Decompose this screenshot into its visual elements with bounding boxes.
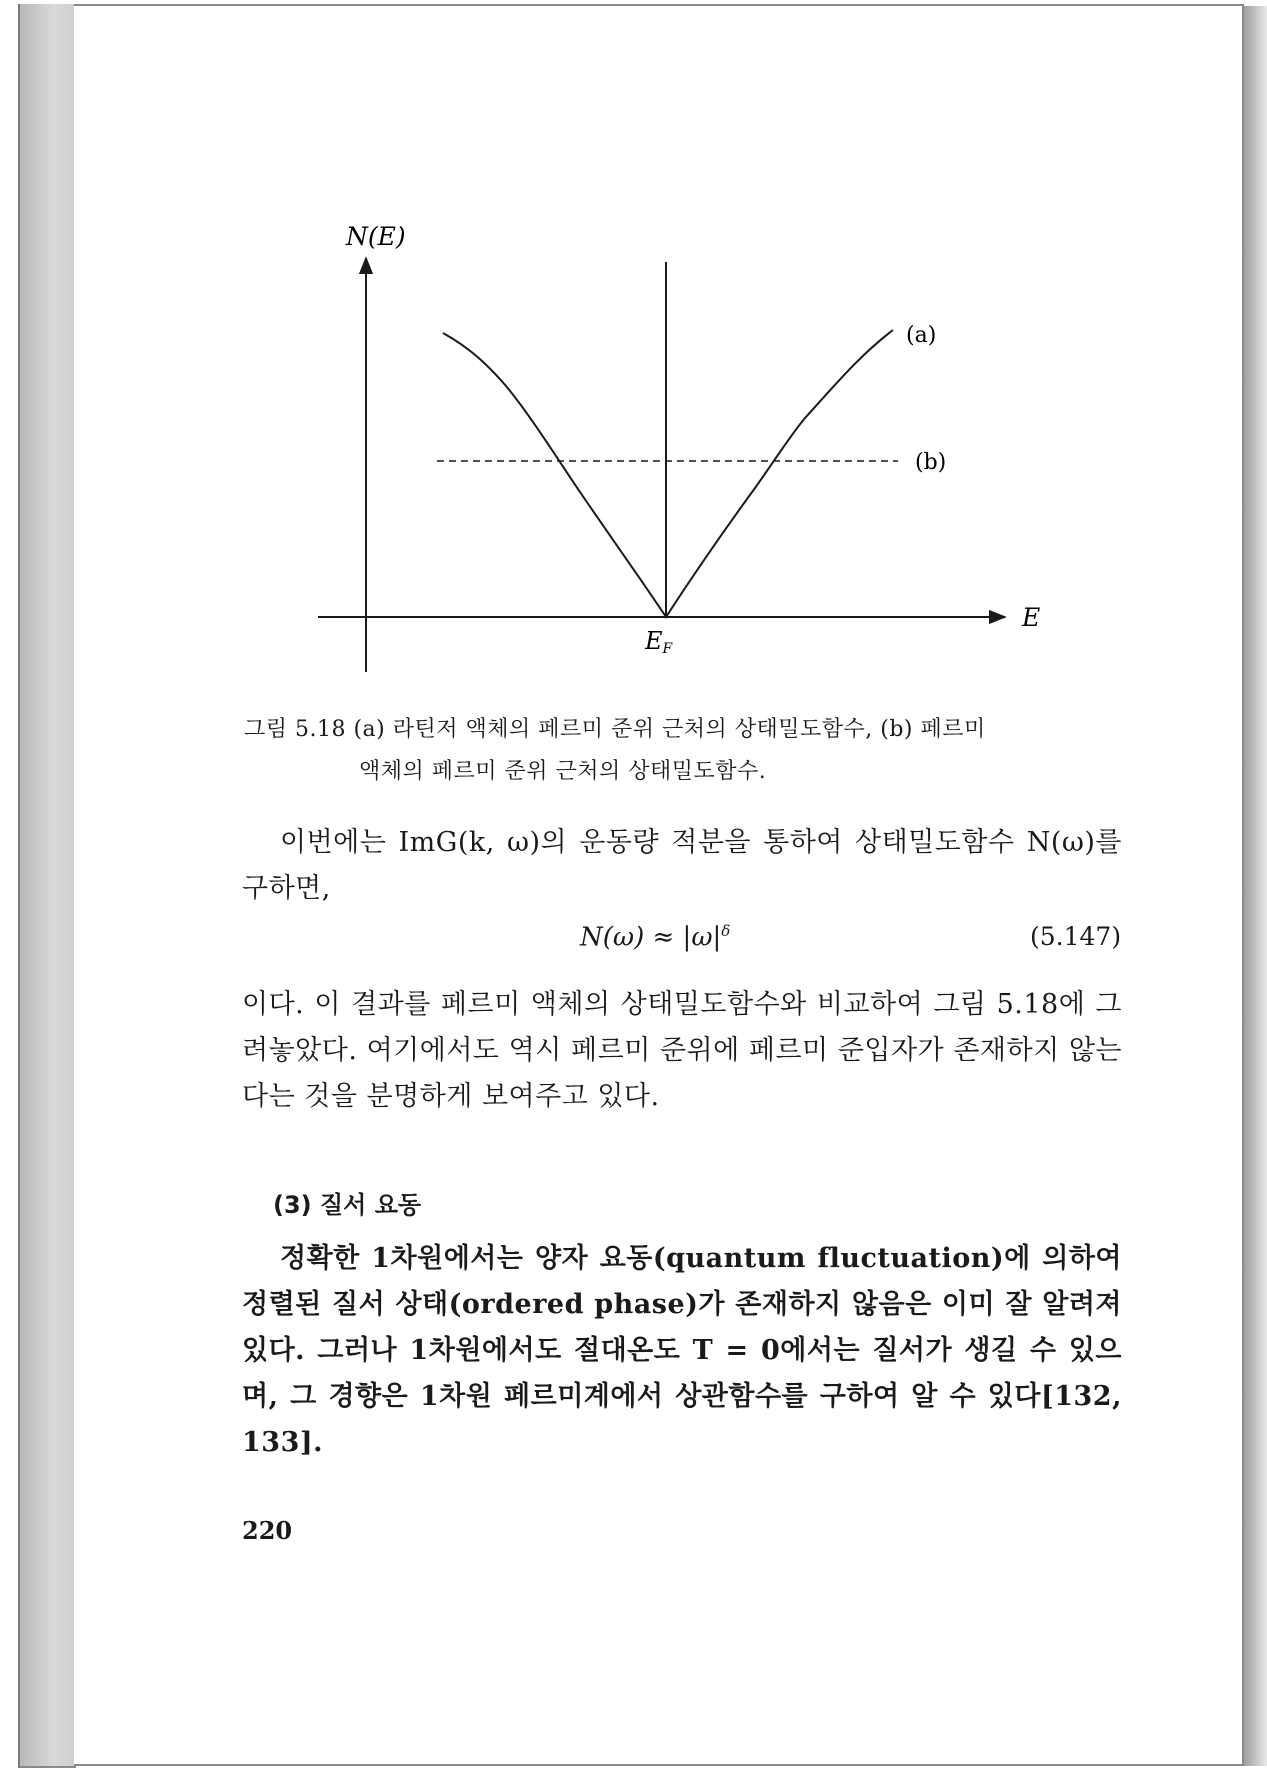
paragraph-3 — [242, 1236, 1122, 1466]
equation-lhs: N(ω) ≈ |ω| — [580, 922, 722, 953]
equation-5-147 — [580, 922, 730, 953]
fermi-energy-label: EF — [645, 627, 673, 657]
paragraph-2: 이다. 이 결과를 페르미 액체의 상태밀도함수와 비교하여 그림 5.18에 그려놓았다. 여기에서도 역시 페르미 준위에 페르미 준입자가 존재하지 않는다는 것을 분명하게 보여주고 있다. — [242, 989, 1122, 1112]
section-heading: (3) 질서 요동 — [273, 1191, 422, 1219]
curve-a-label: (a) — [906, 323, 937, 348]
paragraph-1-text: 이번에는 ImG(k, ω)의 운동량 적분을 통하여 상태밀도함수 N(ω)를 구하면, — [242, 827, 1122, 904]
figure-caption — [244, 709, 1124, 793]
caption-line-1: 그림 5.18 (a) 라틴저 액체의 페르미 준위 근처의 상태밀도함수, (b) 페르미 — [244, 717, 986, 742]
curve-a — [443, 330, 893, 617]
equation-exponent: δ — [721, 922, 731, 940]
y-axis-label: N(E) — [346, 222, 406, 251]
x-axis-label: E — [1022, 603, 1041, 632]
density-of-states-figure — [0, 0, 1267, 700]
paragraph-1 — [242, 820, 1122, 912]
caption-line-2: 액체의 페르미 준위 근처의 상태밀도함수. — [359, 759, 767, 784]
paragraph-3-text: 정확한 1차원에서는 양자 요동(quantum fluctuation)에 의하여 정렬된 질서 상태(ordered phase)가 존재하지 않음은 이미 잘 알려져 있다. 그러나 1차원에서도 절대온도 T = 0에서는 질서가 생길 수 있으며, 그 경향은 1차원 페르미계에서 상관함수를 구하여 알 수 있다[132, 133]. — [242, 1243, 1122, 1458]
page-number: 220 — [242, 1516, 293, 1545]
equation-number: (5.147) — [1030, 922, 1122, 951]
curve-b-label: (b) — [915, 450, 947, 475]
